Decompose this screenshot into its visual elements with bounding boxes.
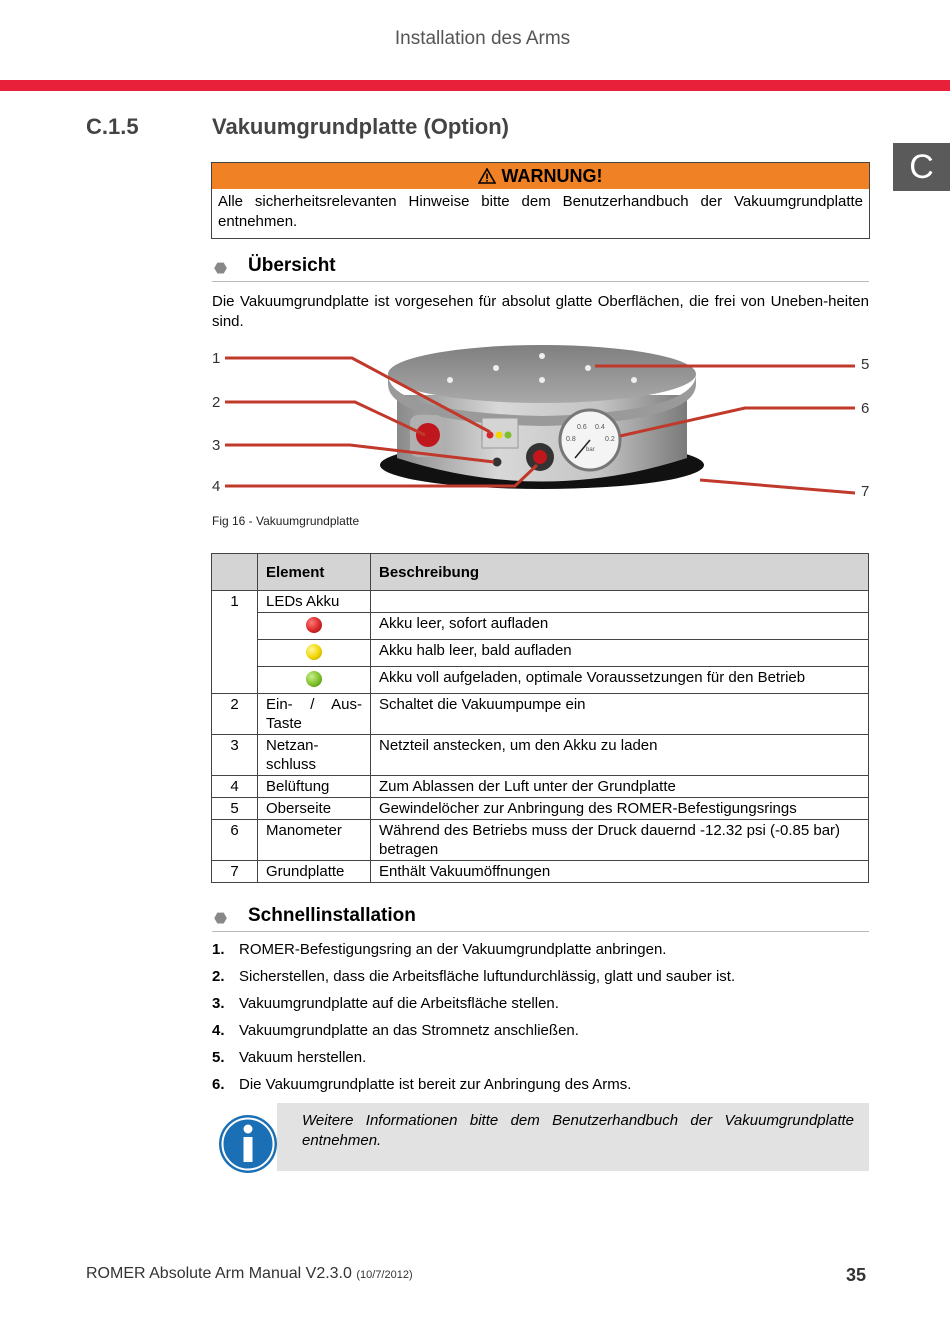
section-number: C.1.5	[86, 114, 139, 139]
callout-number-7: 7	[861, 483, 870, 500]
hexagon-bullet-icon: ⬣	[214, 910, 228, 927]
list-item	[212, 967, 869, 994]
quick-install-heading-text: Schnellinstallation	[248, 905, 416, 926]
info-icon-area	[212, 1103, 277, 1171]
row-description: Netzteil anstecken, um den Akku zu laden	[371, 735, 869, 776]
footer-manual-name: ROMER Absolute Arm Manual V2.3.0	[86, 1265, 352, 1282]
thread-hole	[493, 365, 499, 371]
gauge-label: bar	[586, 447, 595, 453]
list-item	[212, 1048, 869, 1075]
step-text: Vakuumgrundplatte auf die Arbeitsfläche stellen.	[239, 995, 559, 1012]
row-element: LEDs Akku	[258, 591, 371, 613]
power-button	[416, 423, 440, 447]
callout-number-6: 6	[861, 400, 870, 417]
vent-valve	[533, 450, 547, 464]
row-element: Oberseite	[258, 798, 371, 820]
step-number: 5.	[212, 1049, 225, 1066]
info-text: Weitere Informationen bitte dem Benutzerhandbuch der Vakuumgrundplatte entnehmen.	[302, 1112, 854, 1149]
list-item	[212, 994, 869, 1021]
gauge-label: 0.8	[566, 436, 576, 443]
row-element: Belüftung	[258, 776, 371, 798]
row-description: Schaltet die Vakuumpumpe ein	[371, 694, 869, 735]
list-item	[212, 1021, 869, 1048]
callout-line-2	[225, 402, 425, 435]
thread-hole	[539, 377, 545, 383]
yellow-led	[496, 432, 503, 439]
row-description: Zum Ablassen der Luft unter der Grundplatte	[371, 776, 869, 798]
row-description: Enthält Vakuumöffnungen	[371, 861, 869, 883]
led-cell	[258, 613, 371, 640]
table-header-element: Element	[258, 554, 371, 591]
row-element: Ein- / Aus-Taste	[258, 694, 371, 735]
green-led-icon	[306, 671, 322, 687]
row-number: 6	[212, 820, 258, 861]
table-header-description: Beschreibung	[371, 554, 869, 591]
callout-number-5: 5	[861, 356, 870, 373]
table-row	[212, 776, 869, 798]
row-description: Während des Betriebs muss der Druck dauernd -12.32 psi (-0.85 bar) betragen	[371, 820, 869, 861]
row-number: 5	[212, 798, 258, 820]
table-row	[212, 861, 869, 883]
callout-number-2: 2	[212, 394, 221, 411]
step-text: Sicherstellen, dass die Arbeitsfläche luftundurchlässig, glatt und sauber ist.	[239, 968, 736, 985]
row-description: Gewindelöcher zur Anbringung des ROMER-Befestigungsrings	[371, 798, 869, 820]
step-text: ROMER-Befestigungsring an der Vakuumgrundplatte anbringen.	[239, 941, 667, 958]
table-row	[212, 613, 869, 640]
step-text: Vakuum herstellen.	[239, 1049, 367, 1066]
step-number: 1.	[212, 941, 225, 958]
thread-hole	[585, 365, 591, 371]
section-title: Vakuumgrundplatte (Option)	[212, 114, 509, 139]
row-element: Manometer	[258, 820, 371, 861]
row-number: 7	[212, 861, 258, 883]
vacuum-plate-figure	[200, 340, 880, 520]
step-text: Vakuumgrundplatte an das Stromnetz anschließen.	[239, 1022, 579, 1039]
hexagon-bullet-icon: ⬣	[214, 260, 228, 277]
table-row	[212, 640, 869, 667]
warning-header	[212, 163, 869, 189]
thread-hole	[631, 377, 637, 383]
red-led-icon	[306, 617, 322, 633]
warning-label: WARNUNG!	[501, 166, 603, 186]
step-number: 3.	[212, 995, 225, 1012]
step-number: 4.	[212, 1022, 225, 1039]
led-cell	[258, 667, 371, 694]
elements-table	[211, 553, 869, 883]
row-number: 1	[212, 591, 258, 694]
red-led	[487, 432, 494, 439]
overview-text: Die Vakuumgrundplatte ist vorgesehen für absolut glatte Oberflächen, die frei von Uneben-heiten sind.	[212, 293, 869, 330]
overview-heading-text: Übersicht	[248, 255, 336, 276]
info-icon	[217, 1113, 279, 1175]
table-row	[212, 820, 869, 861]
row-element: Grundplatte	[258, 861, 371, 883]
gauge-label: 0.2	[605, 436, 615, 443]
table-row	[212, 667, 869, 694]
overview-heading	[212, 255, 869, 282]
row-description	[371, 591, 869, 613]
info-box	[212, 1103, 869, 1171]
running-header: Installation des Arms	[394, 28, 571, 49]
thread-hole	[539, 353, 545, 359]
callout-number-1: 1	[212, 350, 221, 367]
table-header-number	[212, 554, 258, 591]
green-led	[505, 432, 512, 439]
quick-install-heading	[212, 905, 869, 932]
row-number: 2	[212, 694, 258, 735]
callout-number-4: 4	[212, 478, 221, 495]
row-number: 3	[212, 735, 258, 776]
row-description: Akku leer, sofort aufladen	[371, 613, 869, 640]
footer-date: (10/7/2012)	[356, 1269, 413, 1281]
step-text: Die Vakuumgrundplatte ist bereit zur Anbringung des Arms.	[239, 1076, 632, 1093]
list-item	[212, 1075, 869, 1102]
page-number: 35	[846, 1265, 867, 1285]
warning-box	[211, 162, 870, 239]
table-header-row	[212, 554, 869, 591]
row-description: Akku voll aufgeladen, optimale Voraussetzungen für den Betrieb	[371, 667, 869, 694]
table-row	[212, 798, 869, 820]
chapter-tab: C	[893, 143, 950, 191]
callout-number-3: 3	[212, 437, 221, 454]
row-number: 4	[212, 776, 258, 798]
row-description: Akku halb leer, bald aufladen	[371, 640, 869, 667]
table-row	[212, 735, 869, 776]
gauge-label: 0.6	[577, 424, 587, 431]
step-number: 6.	[212, 1076, 225, 1093]
warning-text: Alle sicherheitsrelevanten Hinweise bitte dem Benutzerhandbuch der Vakuumgrundplatte entnehmen.	[218, 193, 863, 230]
list-item	[212, 940, 869, 967]
table-row	[212, 694, 869, 735]
footer-manual-title	[86, 1265, 413, 1283]
thread-hole	[447, 377, 453, 383]
row-element: Netzan-schluss	[258, 735, 371, 776]
install-steps	[212, 940, 869, 1102]
figure-caption: Fig 16 - Vakuumgrundplatte	[212, 514, 360, 528]
callout-line-7	[700, 480, 855, 493]
step-number: 2.	[212, 968, 225, 985]
gauge-label: 0.4	[595, 424, 605, 431]
header-accent-bar	[0, 80, 950, 91]
led-cell	[258, 640, 371, 667]
warning-triangle-icon	[478, 168, 496, 184]
yellow-led-icon	[306, 644, 322, 660]
table-row	[212, 591, 869, 613]
